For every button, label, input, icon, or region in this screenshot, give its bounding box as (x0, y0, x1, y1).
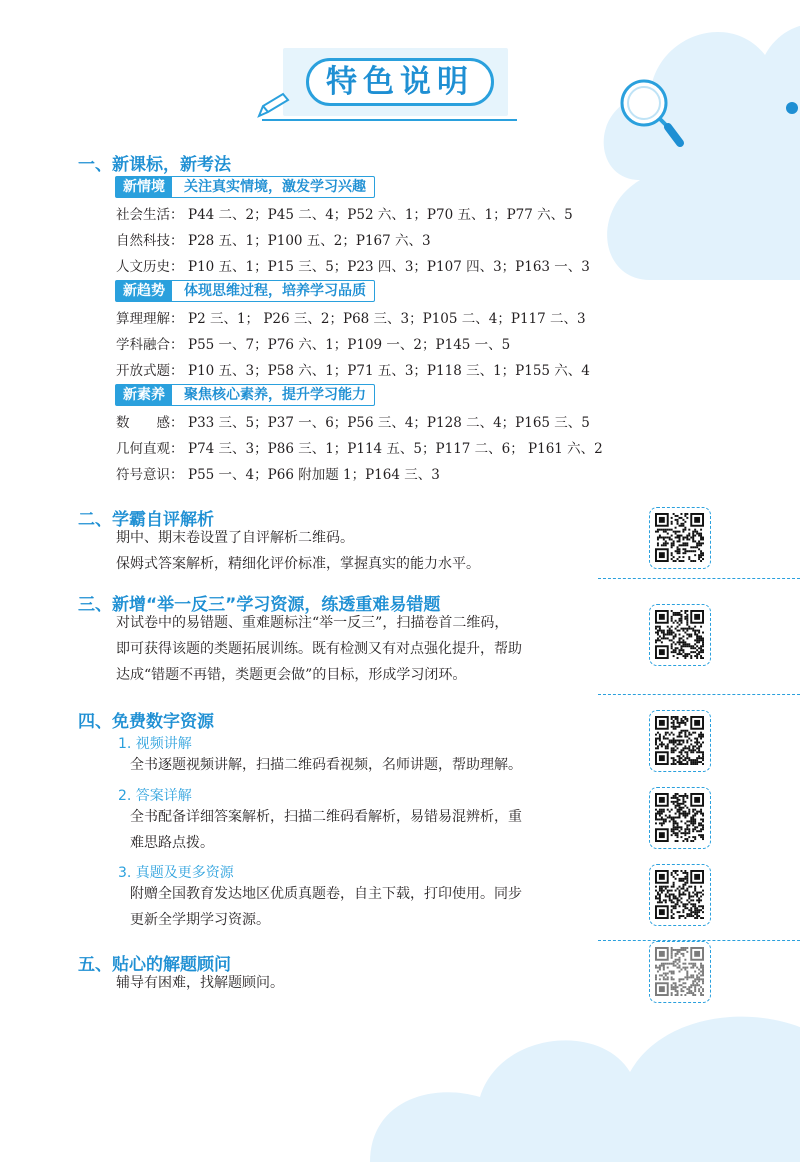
divider (598, 694, 800, 695)
qr-code-icon (655, 610, 704, 659)
qr-code-advisor[interactable] (649, 941, 711, 1003)
tag-new-situation (115, 176, 375, 198)
section-heading-3: 三、新增“举一反三”学习资源，练透重难易错题 (78, 595, 441, 615)
tag-new-literacy (115, 384, 375, 406)
section-heading-2: 二、学霸自评解析 (78, 510, 214, 530)
list-item: 符号意识： P55 一、4；P66 附加题 1；P164 三、3 (116, 467, 440, 483)
list-item: 数 感： P33 三、5；P37 一、6；P56 三、4；P128 二、4；P165 三、5 (116, 415, 590, 431)
qr-code-practice[interactable] (649, 604, 711, 666)
list-item: 学科融合： P55 一、7；P76 六、1；P109 一、2；P145 一、5 (116, 337, 511, 353)
list-item: 开放式题： P10 五、3；P58 六、1；P71 五、3；P118 三、1；P155 六、4 (116, 363, 590, 379)
qr-code-self-eval[interactable] (649, 507, 711, 569)
section-body-2: 期中、期末卷设置了自评解析二维码。 保姆式答案解析，精细化评价标准，掌握真实的能力水平。 (116, 530, 480, 572)
sub-body-answers: 全书配备详细答案解析，扫描二维码看解析，易错易混辨析，重 难思路点拨。 (130, 809, 522, 851)
sub-body-video: 全书逐题视频讲解，扫描二维码看视频，名师讲题，帮助理解。 (130, 757, 522, 773)
section-heading-1: 一、新课标，新考法 (78, 155, 231, 175)
title-banner (283, 48, 508, 116)
sub-body-exams: 附赠全国教育发达地区优质真题卷，自主下载，打印使用。同步 更新全学期学习资源。 (130, 886, 522, 928)
qr-code-exams[interactable] (649, 864, 711, 926)
list-item: 算理理解： P2 三、1； P26 三、2；P68 三、3；P105 二、4；P117 二、3 (116, 311, 586, 327)
tag-value: 关注真实情境，激发学习兴趣 (184, 179, 366, 195)
section-heading-5: 五、贴心的解题顾问 (78, 955, 231, 975)
page-title: 特色说明 (326, 64, 474, 100)
tag-value: 聚焦核心素养，提升学习能力 (184, 387, 366, 403)
qr-code-icon (655, 513, 704, 562)
list-item: 人文历史： P10 五、1；P15 三、5；P23 四、3；P107 四、3；P163 一、3 (116, 259, 590, 275)
list-item: 社会生活： P44 二、2；P45 二、4；P52 六、1；P70 五、1；P77 六、5 (116, 207, 573, 223)
subheading-video: 1. 视频讲解 (118, 736, 192, 752)
qr-code-answers[interactable] (649, 787, 711, 849)
pencil-icon (255, 92, 295, 120)
qr-code-video[interactable] (649, 710, 711, 772)
cloud-mascot (580, 0, 800, 280)
tag-key: 新素养 (116, 385, 172, 405)
magnifier-icon (616, 75, 686, 155)
list-item: 几何直观： P74 三、3；P86 三、1；P114 五、5；P117 二、6； P161 六、2 (116, 441, 603, 457)
divider (598, 578, 800, 579)
qr-code-icon (655, 716, 704, 765)
subheading-exams: 3. 真题及更多资源 (118, 865, 234, 881)
tag-key: 新趋势 (116, 281, 172, 301)
tag-key: 新情境 (116, 177, 172, 197)
tag-new-trend (115, 280, 375, 302)
qr-code-icon (655, 870, 704, 919)
title-underline (262, 119, 517, 121)
subheading-answers: 2. 答案详解 (118, 788, 192, 804)
list-item: 自然科技： P28 五、1；P100 五、2；P167 六、3 (116, 233, 431, 249)
section-body-5: 辅导有困难，找解题顾问。 (116, 975, 284, 991)
tag-value: 体现思维过程，培养学习品质 (184, 283, 366, 299)
section-body-3: 对试卷中的易错题、重难题标注“举一反三”，扫描卷首二维码， 即可获得该题的类题拓展训练。既有检测又有对点强化提升，帮助 达成“错题不再错，类题更会做”的目标，形成学习闭环。 (116, 615, 522, 683)
qr-code-icon (655, 947, 704, 996)
qr-code-icon (655, 793, 704, 842)
section-heading-4: 四、免费数字资源 (78, 712, 214, 732)
